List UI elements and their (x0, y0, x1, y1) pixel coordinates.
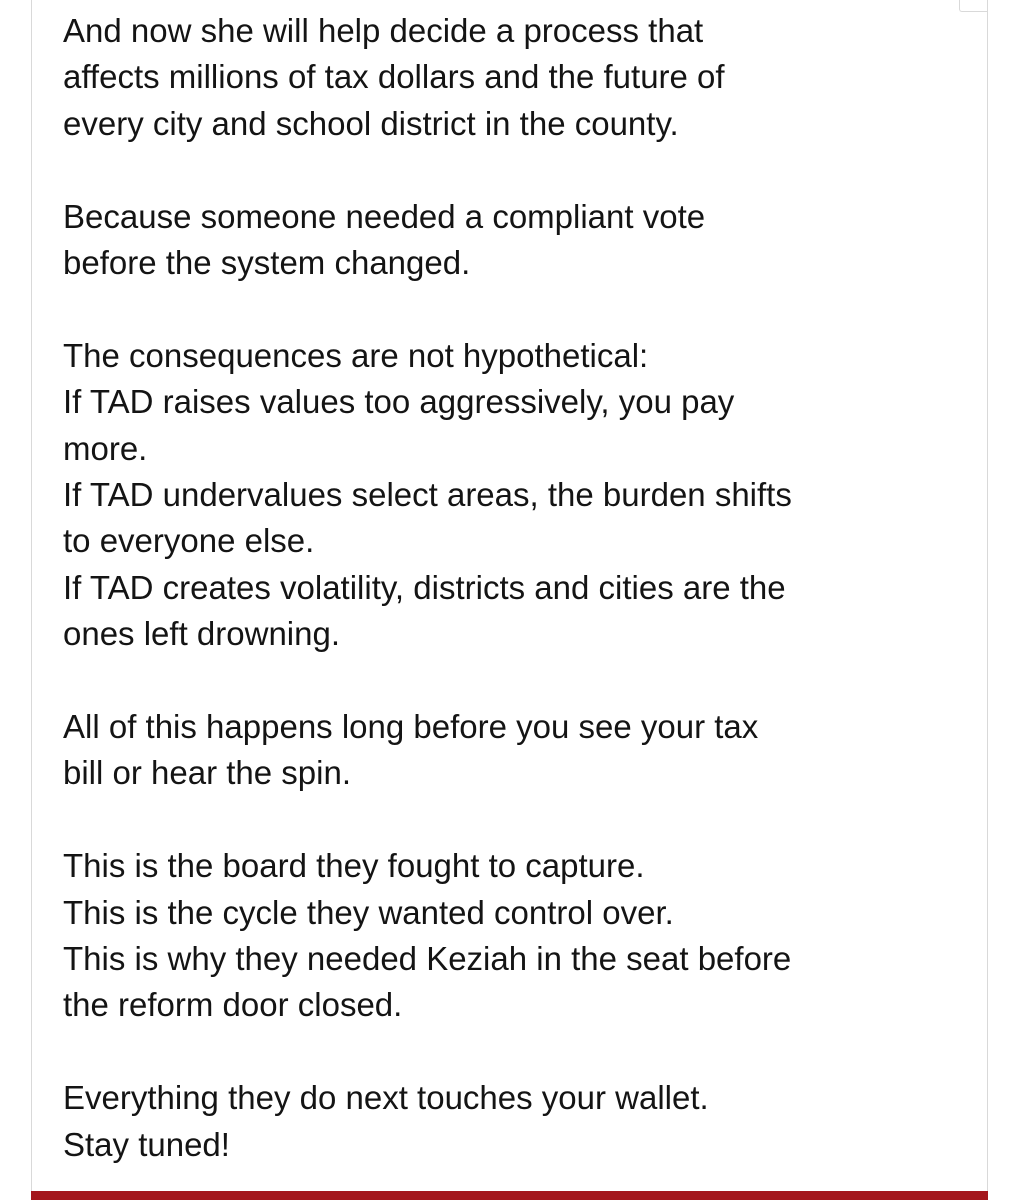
text-line: Everything they do next touches your wallet. (63, 1079, 709, 1117)
text-line: All of this happens long before you see your tax (63, 708, 759, 746)
accent-bar (31, 1191, 988, 1200)
post-body (63, 8, 963, 1168)
text-line: If TAD creates volatility, districts and cities are the (63, 568, 786, 606)
paragraph-3 (63, 333, 963, 658)
text-line: ones left drowning. (63, 615, 341, 653)
text-line: before the system changed. (63, 244, 471, 282)
text-line: Because someone needed a compliant vote (63, 197, 706, 235)
paragraph-4 (63, 704, 963, 797)
text-line: to everyone else. (63, 522, 315, 560)
text-line: The consequences are not hypothetical: (63, 336, 649, 374)
text-line: Stay tuned! (63, 1125, 230, 1163)
text-line: And now she will help decide a process that (63, 12, 704, 49)
text-line: every city and school district in the county. (63, 104, 679, 142)
paragraph-6 (63, 1075, 963, 1168)
text-line: If TAD undervalues select areas, the burden shifts (63, 476, 792, 514)
text-line: bill or hear the spin. (63, 754, 351, 792)
text-line: the reform door closed. (63, 986, 403, 1024)
corner-tab (959, 0, 987, 12)
text-line: This is the cycle they wanted control over. (63, 893, 674, 931)
paragraph-5 (63, 843, 963, 1029)
text-line: more. (63, 429, 148, 467)
text-line: If TAD raises values too aggressively, you pay (63, 383, 735, 421)
text-line: This is why they needed Keziah in the seat before (63, 940, 792, 978)
text-line: affects millions of tax dollars and the future of (63, 58, 725, 96)
text-line: This is the board they fought to capture. (63, 847, 645, 885)
paragraph-2 (63, 194, 963, 287)
paragraph-1 (63, 8, 963, 147)
